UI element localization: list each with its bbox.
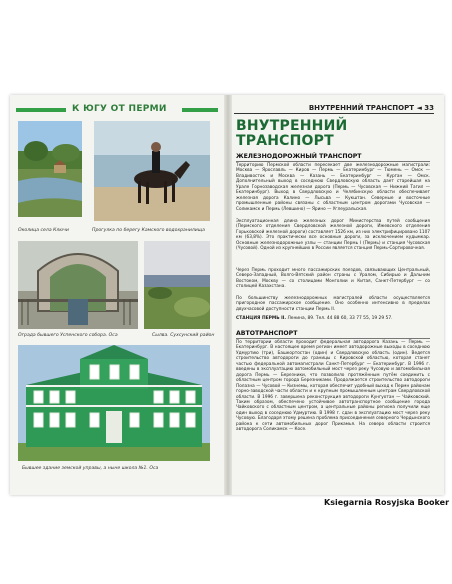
running-head-rule xyxy=(234,113,434,114)
left-page-header xyxy=(16,103,218,117)
station-label: СТАНЦИЯ ПЕРМЬ II. xyxy=(236,316,287,321)
running-head-title: ВНУТРЕННИЙ ТРАНСПОРТ xyxy=(308,104,414,112)
caption-photo-5: Бывшее здание земской управы, а ныне школа №1. Оса xyxy=(22,466,159,471)
rail-paragraph-1: Территорию Пермской области пересекает две железнодорожные магистрали: Москва — Ярославль — Киров — Пермь — Екатеринбург — Тюмень — Омск — Владивосток и Москва — Казань — Екатеринбург — Курган — Омск. Дополнительный выход в соседнюю Свердловскую область дает старейшая на Урале Горнозаводская железная дорога (Пермь — Чусовская — Нижний Тагил — Екатеринбург). Выход в Свердловскую и Челябинскую области обеспечивает железная дорога Калино — Лысьва — Кукштан. Северные и восточные промышленные районы связаны с областным центром дорогами Чусовская — Соликамск и Пермь (Левшино) — Ярино — Углеуральская. xyxy=(236,163,430,212)
section-title-line-2: ТРАНСПОРТ xyxy=(236,132,334,149)
caption-photo-2: Прогулка по берегу Камского водохранилища xyxy=(92,228,205,233)
auto-heading: АВТОТРАНСПОРТ xyxy=(236,330,298,337)
auto-heading-rule xyxy=(236,338,430,339)
caption-photo-1: Околица села Ключи xyxy=(18,228,69,233)
station-info xyxy=(236,316,430,321)
header-bar-right xyxy=(182,108,218,112)
station-details: Ленина, 89. Тел. 44 88 60, 33 77 55, 19 29 57. xyxy=(287,316,393,321)
auto-paragraph-1: По территории области проходит федеральная автодорога Казань — Пермь — Екатеринбург. В настоящее время регион имеет автодорожные выходы в соседнюю Удмуртию (три), Башкортостан (один) и Свердловскую область (один). Ведется строительство автодороги до границы с Кировской областью, которая станет частью федеральной автомагистрали Санкт-Петербург — Екатеринбург. В 1996 г. введены в эксплуатацию автомобильный мост через реку Чусовую и автомобильная дорога Пермь — Березники, что позволило протяжённым путём соединить с областным центром города Березниками. Продолжается строительство автодороги Полазна — Чусовой — Кизнемы, которая обеспечит удобный выход к Пермн районам горно-заводской части области и к крупным промышленным центрам Свердловской области. В 1996 г. завершена реконструкция автодороги Кунгуотан — Чайковский. Таким образом, обеспечено устойчивое автотранспортное сообщение города Чайковского с областным центром, а центральные районы региона получили еще один выход в соседнюю Удмуртию. В 1998 г. сдан в эксплуатацию мост через реку Чусовую. Благодаря этому решена проблема присоединения северного Чердынского района к сети автомобильных дорог Прикамья. На северо области строится автодорога Соликамск — Косе. xyxy=(236,340,430,433)
left-page-title: К ЮГУ ОТ ПЕРМИ xyxy=(72,104,167,114)
photo-horse-rider xyxy=(94,121,210,221)
page-number: ◄ 33 xyxy=(416,104,434,112)
photo-village-klyuchi xyxy=(18,121,82,217)
section-title xyxy=(236,119,347,148)
rail-paragraph-4: По большинству железнодорожных магистралей области осуществляется пригородное пассажирское сообщение. Оно особенно интенсивно в пределах двухчасовой доступности станции Пермь II. xyxy=(236,296,430,312)
rail-heading-rule xyxy=(236,161,430,162)
bookstore-watermark: Ksiegarnia Rosyjska Booker xyxy=(324,498,450,507)
photo-cathedral-fence xyxy=(18,241,138,329)
caption-photo-3: Ограда бывшего Успенского собора. Оса xyxy=(18,333,118,338)
caption-photo-4: Сылва. Сухсунский район xyxy=(152,333,215,338)
rail-paragraph-2: Эксплуатационная длина железных дорог Министерства путей сообщения (Пермского отделения Свердловской железной дороги, Ижевского отделения Горьковской железной дороги) составляет 1526 км, из них электрифицировано 1107 км (63,8%). Это практически все основные дороги, за исключением кудымкар. Основные железнодорожные узлы — станции Пермь I (Пермь) и станция Чусовская (Чусовой). Одной из крупнейших в России является станция Пермь-Сортировочная. xyxy=(236,219,430,252)
photo-sylva-landscape xyxy=(144,241,210,329)
book-gutter xyxy=(224,95,232,495)
header-bar-left xyxy=(16,108,66,112)
rail-heading: ЖЕЛЕЗНОДОРОЖНЫЙ ТРАНСПОРТ xyxy=(236,153,362,160)
photo-school-building xyxy=(18,345,210,461)
right-page-running-head xyxy=(234,103,434,115)
section-title-line-1: ВНУТРЕННИЙ xyxy=(236,118,348,134)
rail-paragraph-3: Через Пермь проходит много пассажирских поездов, связывающих Центральный, Северо-Западный, Волго-Вятский район страны с Уралом, Сибирью и Дальним Востоком, Москву — со столицами Монголии и Китая, Санкт-Петербург — со столицей Казахстана. xyxy=(236,268,430,290)
